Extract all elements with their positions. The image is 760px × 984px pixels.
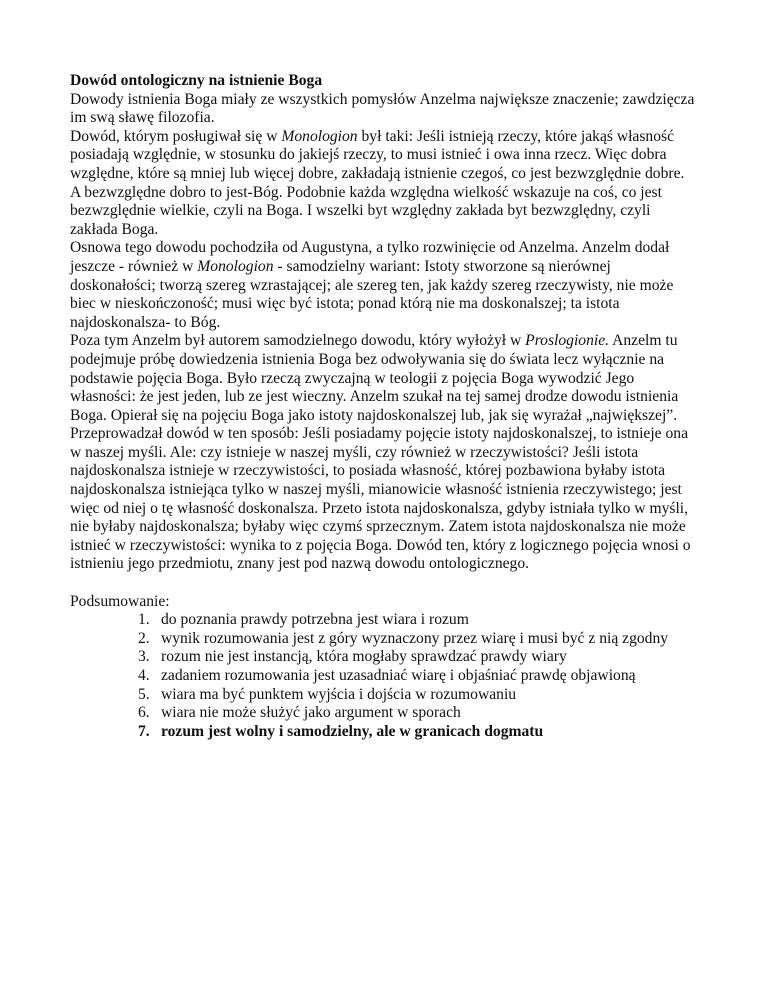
list-item-text: wiara nie może służyć jako argument w sporach [161,704,461,722]
document-title: Dowód ontologiczny na istnienie Boga [70,72,323,89]
paragraph-monologion-proof [70,128,695,240]
list-number: 4. [138,667,150,684]
list-number: 7. [138,722,150,740]
book-title-monologion: Monologion [281,127,358,145]
list-item [70,723,695,742]
list-number: 6. [138,704,150,722]
paragraph-augustine-origin [70,239,695,332]
list-item-text: rozum jest wolny i samodzielny, ale w granicach dogmatu [161,722,544,740]
paragraph-text: - samodzielny wariant: Istoty stworzone są nierównej doskonałości; tworzą szereg wzrastającej; ale szereg ten, jak każdy szereg rzeczywisty, nie może biec w nieskończoność; musi więc być istota; ponad którą nie ma doskonalszej; ta istota najdoskonalsza- to Bóg. [70,257,674,331]
list-item-text: wiara ma być punktem wyjścia i dojścia w rozumowaniu [161,685,517,703]
list-item-text: zadaniem rozumowania jest uzasadniać wiarę i objaśniać prawdę objawioną [161,667,636,684]
list-item [70,648,695,667]
paragraph-text: Osnowa tego dowodu pochodziła od Augustyna, a tylko rozwinięcie od Anzelma. Anzelm dodał jeszcze - również w [70,239,670,275]
list-item [70,630,695,649]
list-number: 3. [138,648,150,666]
list-item-text: wynik rozumowania jest z góry wyznaczony przez wiarę i musi być z nią zgodny [161,629,669,647]
list-item [70,611,695,630]
list-number: 5. [138,685,150,703]
paragraph-text: Dowód, którym posługiwał się w [70,127,282,145]
paragraph-ontological-argument: Przeprowadzał dowód w ten sposób: Jeśli posiadamy pojęcie istoty najdoskonalszej, to istnieje ona w naszej myśli. Ale: czy istnieje w naszej myśli, czy również w rzeczywistości? Jeśli istota najdoskonalsza istnieje w rzeczywistości, to posiada własność, której pozbawiona byłaby istota najdoskonalsza istniejąca tylko w naszej myśli, mianowicie własność istnienia rzeczywistego; jest więc od niej o tę własność doskonalsza. Przeto istota najdoskonalsza, gdyby istniała tylko w myśli, nie byłaby najdoskonalsza; byłaby więc czymś sprzecznym. Zatem istota najdoskonalsza nie może istnieć w rzeczywistości: wynika to z pojęcia Boga. Dowód ten, który z logicznego pojęcia wnosi o istnieniu jego przedmiotu, znany jest pod nazwą dowodu ontologicznego. [70,425,691,573]
paragraph-text: Poza tym Anzelm był autorem samodzielnego dowodu, który wyłożył w [70,332,526,350]
document-page [70,72,695,741]
list-item-text: do poznania prawdy potrzebna jest wiara i rozum [161,611,469,629]
list-item [70,686,695,705]
paragraph-proslogion [70,332,695,425]
paragraph-text: Anzelm tu podejmuje próbę dowiedzenia istnienia Boga bez odwoływania się do świata lecz wyłącznie na podstawie pojęcia Boga. Było rzeczą zwyczajną w teologii z pojęcia Boga wywodzić Jego własności: że jest jeden, lub ze jest wieczny. Anzelm szukał na tej samej drodze dowodu istnienia Boga. Opierał się na pojęciu Boga jako istoty najdoskonalszej lub, jak się wyrażał „największej”. [70,332,679,424]
book-title-proslogion: Proslogionie. [525,332,610,350]
list-number: 1. [138,611,150,629]
blank-line [70,574,695,593]
list-item-text: rozum nie jest instancją, która mogłaby sprawdzać prawdy wiary [161,648,567,666]
paragraph-text: był taki: Jeśli istnieją rzeczy, które jakąś własność posiadają względnie, w stosunku do jakiejś rzeczy, to musi istnieć i owa inna rzecz. Więc dobra względne, które są mniej lub więcej dobre, zakładają istnienie czegoś, co jest bezwzględnie dobre. A bezwzględne dobro to jest-Bóg. Podobnie każda względna wielkość wskazuje na coś, co jest bezwzględnie wielkie, czyli na Boga. I wszelki byt względny zakłada byt bezwzględny, czyli zakłada Boga. [70,127,685,238]
list-item [70,704,695,723]
list-number: 2. [138,629,150,647]
list-item [70,667,695,686]
summary-heading: Podsumowanie: [70,592,170,610]
paragraph-intro: Dowody istnienia Boga miały ze wszystkich pomysłów Anzelma największe znaczenie; zawdzięcza im swą sławę filozofia. [70,90,695,127]
book-title-monologion: Monologion [197,257,274,275]
summary-list [70,611,695,741]
